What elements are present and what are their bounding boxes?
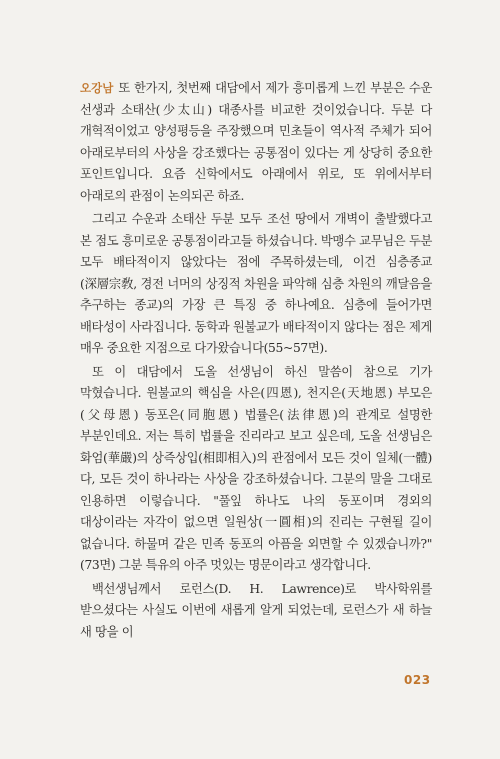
paragraph-2: 그리고 수운과 소태산 두분 모두 조선 땅에서 개벽이 출발했다고 본 점도 흥미로운 공통점이라고들 하셨습니다. 박맹수 교무님은 두분 모두 배타적이지 않았다는 점에 주목하셨는데, 이건 심층종교(深層宗敎, 경전 너머의 상징적 차원을 파악해 심층 차원의 깨달음을 추구하는 종교)의 가장 큰 특징 중 하나예요. 심층에 들어가면 배타성이 사라집니다. 동학과 원불교가 배타적이지 않다는 점은 제게 매우 중요한 지점으로 다가왔습니다(55~57면). xyxy=(80,212,432,355)
paragraph-1-text: 또 한가지, 첫번째 대담에서 제가 흥미롭게 느낀 부분은 수운 선생과 소태산(少太山) 대종사를 비교한 것이었습니다. 두분 다 개혁적이었고 양성평등을 주장했으며 민초들이 역사적 주체가 되어 아래로부터의 사상을 강조했다는 공통점이 있다는 게 상당히 중요한 포인트입니다. 요즘 신학에서도 아래에서 위로, 또 위에서부터 아래로의 관점이 논의되곤 하죠. xyxy=(80,81,432,203)
page-number: 023 xyxy=(404,673,431,687)
paragraph-1 xyxy=(80,78,432,207)
paragraph-3: 또 이 대담에서 도올 선생님이 하신 말씀이 참으로 기가 막혔습니다. 원불교의 핵심을 사은(四恩), 천지은(天地恩) 부모은(父母恩) 동포은(同胞恩) 법률은(法律恩)의 관계로 설명한 부분인데요. 저는 특히 법률을 진리라고 보고 싶은데, 도올 선생님은 화엄(華嚴)의 상즉상입(相即相入)의 관점에서 모든 것이 일체(一體)다, 모든 것이 하나라는 사상을 강조하셨습니다. 그분의 말을 그대로 인용하면 이렇습니다. "풀잎 하나도 나의 동포이며 경외의 대상이라는 자각이 없으면 일원상(一圓相)의 진리는 구현될 길이 없습니다. 하물며 같은 민족 동포의 아픔을 외면할 수 있겠습니까?"(73면) 그분 특유의 아주 멋있는 명문이라고 생각합니다. xyxy=(80,364,432,572)
paragraph-4: 백선생님께서 로런스(D. H. Lawrence)로 박사학위를 받으셨다는 사실도 이번에 새롭게 알게 되었는데, 로런스가 새 하늘 새 땅을 이 xyxy=(80,581,432,639)
speaker-label: 오강남 xyxy=(80,81,114,95)
body-text xyxy=(80,78,432,643)
